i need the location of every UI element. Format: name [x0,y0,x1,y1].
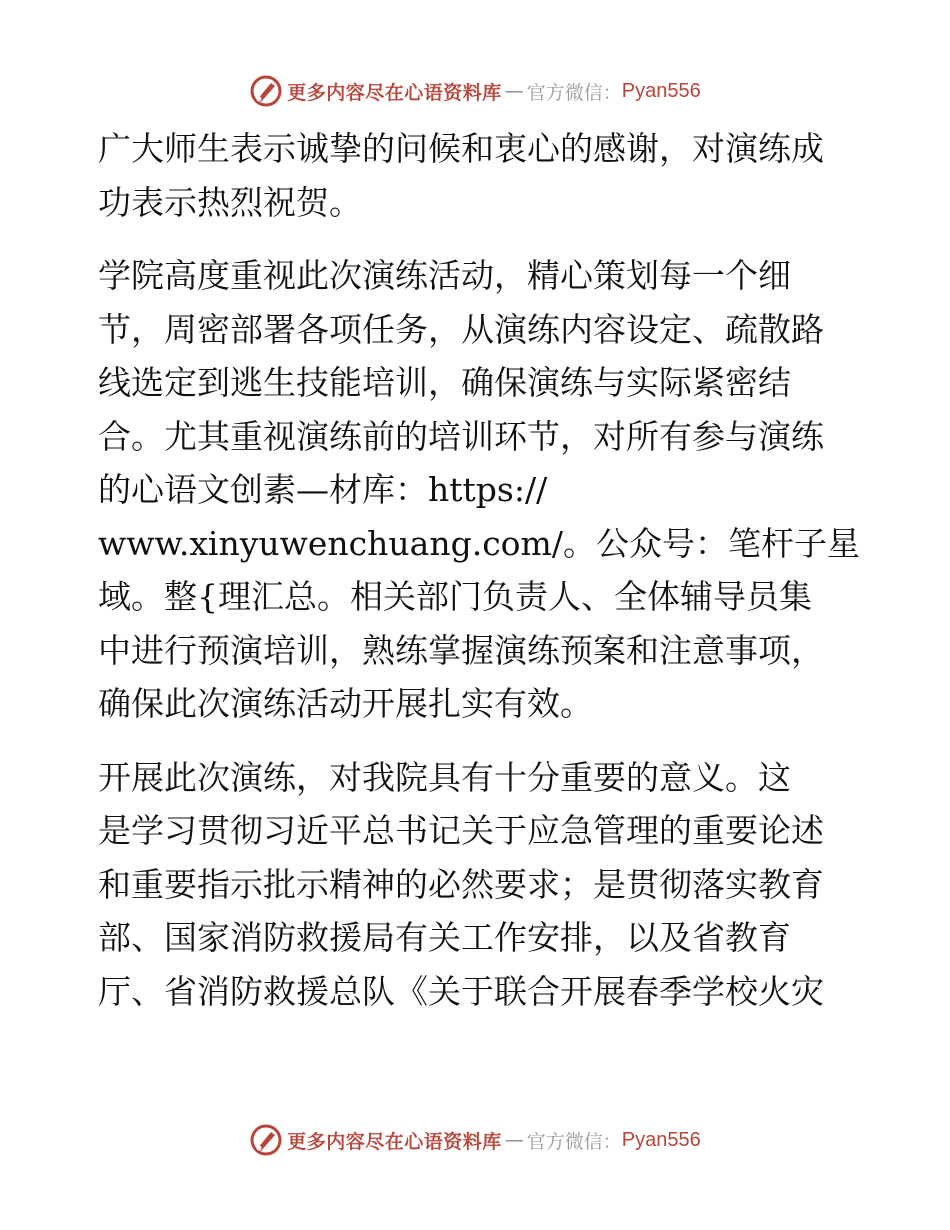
paragraph-1 [98,122,858,229]
text-line: 开展此次演练，对我院具有十分重要的意义。这 [98,757,791,797]
text-line: 广大师生表示诚挚的问候和衷心的感谢，对演练成 [98,129,824,168]
header-separator: — [504,80,524,102]
footer-wechat-label: 官方微信： [526,1130,622,1153]
text-line: 节，周密部署各项任务，从演练内容设定、疏散路 [98,309,824,349]
text-line: 学院高度重视此次演练活动，精心策划每一个细 [98,256,791,295]
header-wechat-label: 官方微信： [526,81,622,104]
text-line: 和重要指示批示精神的必然要求；是贯彻落实教育 [98,864,824,904]
text-line: 确保此次演练活动开展扎实有效。 [98,684,593,723]
text-line: 部、国家消防救援局有关工作安排，以及省教育 [98,918,791,957]
paragraph-3 [98,751,858,1019]
document-body [98,122,858,1038]
text-line: 是学习贯彻习近平总书记关于应急管理的重要论述 [98,811,824,850]
text-line: 中进行预演培训，熟练掌握演练预案和注意事项， [98,630,824,670]
text-line: 合。尤其重视演练前的培训环节，对所有参与演练 [98,416,824,456]
footer-separator: — [504,1129,524,1151]
text-line: 域。整{理汇总。相关部门负责人、全体辅导员集 [98,577,812,616]
header-watermark [0,71,950,111]
header-brand: 更多内容尽在心语资料库 [287,81,502,104]
paragraph-2 [98,249,858,731]
text-line: 线选定到逃生技能培训，确保演练与实际紧密结 [98,363,791,402]
text-line: 的心语文创素—材库：https:// [98,470,548,509]
footer-watermark [0,1120,950,1160]
header-wechat-id: Pyan556 [621,79,701,102]
text-line-url: www.xinyuwenchuang.com/。公众号：笔杆子星 [98,523,860,563]
footer-brand: 更多内容尽在心语资料库 [287,1130,502,1153]
text-line: 功表示热烈祝贺。 [98,182,362,222]
pen-logo-icon [249,74,283,108]
pen-logo-icon [249,1123,283,1157]
footer-wechat-id: Pyan556 [621,1128,701,1151]
text-line: 厅、省消防救援总队《关于联合开展春季学校火灾 [98,971,824,1011]
